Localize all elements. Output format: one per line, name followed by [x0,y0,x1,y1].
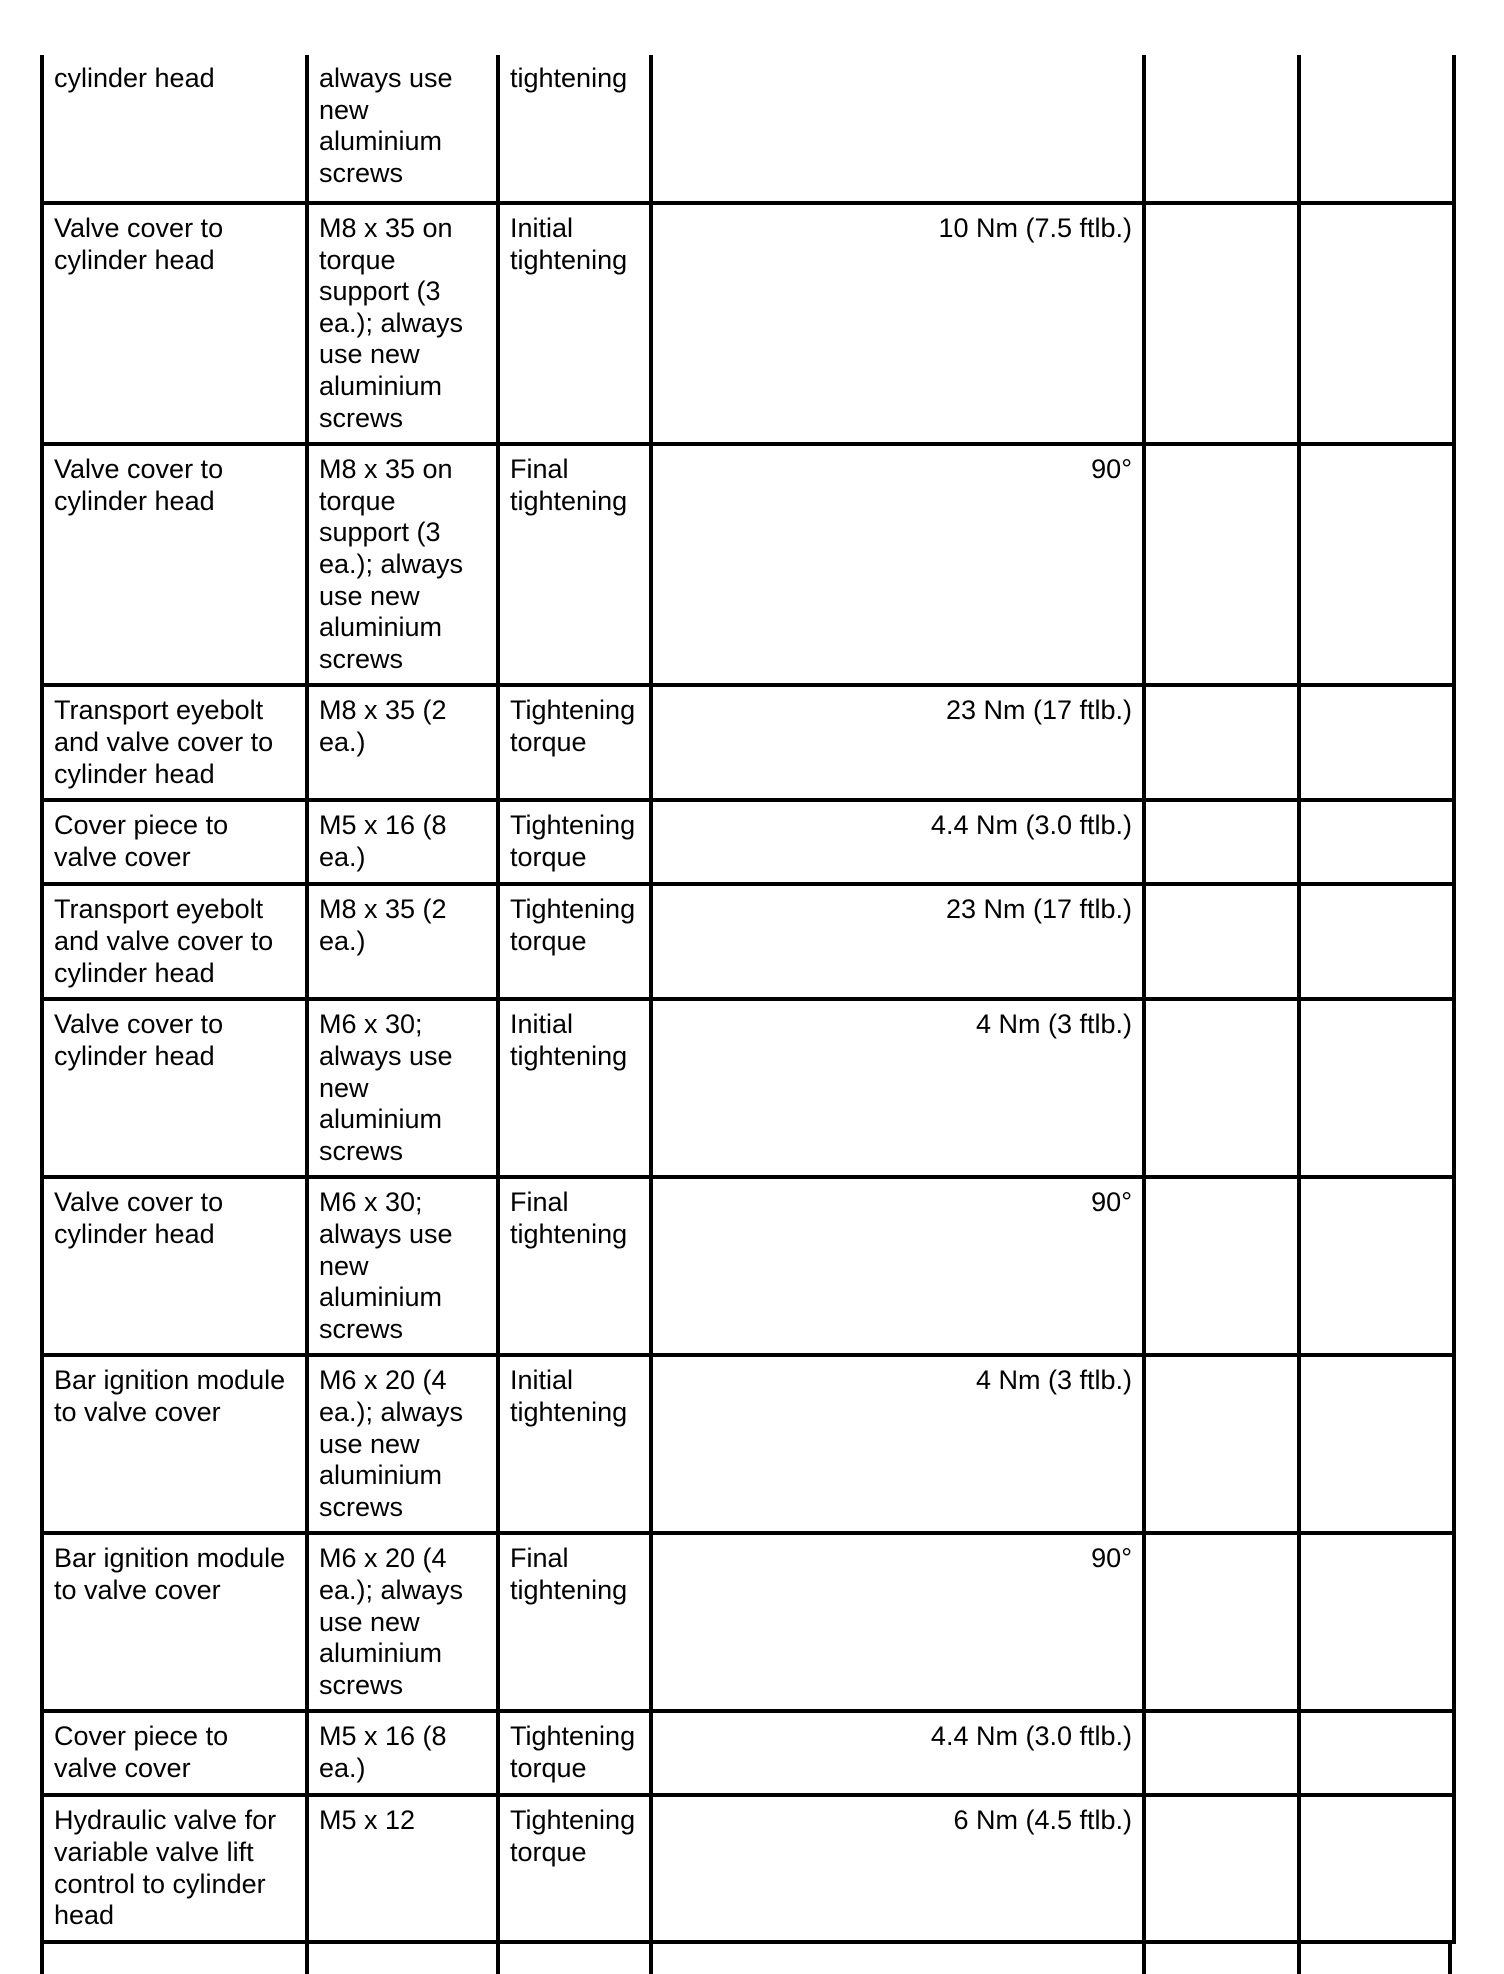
tightening-step-cell: Initial tightening [498,1355,651,1533]
tightening-step-cell: Tightening torque [498,1795,651,1941]
empty-cell [1299,1177,1454,1355]
tightening-step-cell: Tightening torque [498,800,651,884]
empty-cell [1299,685,1454,800]
empty-cell [1144,55,1299,203]
fastener-cell: M6 x 30; always use new aluminium screws [307,999,498,1177]
table-row [42,1177,1454,1355]
empty-cell [1299,444,1454,685]
empty-cell [1144,444,1299,685]
fastener-cell: M5 x 16 (8 ea.) [307,800,498,884]
torque-value-cell: 90° [651,1177,1144,1355]
component-cell: Hydraulic valve for variable valve lift control to cylinder head [42,1795,307,1941]
table-row [42,685,1454,800]
torque-value-cell: 6 Nm (4.5 ftlb.) [651,1795,1144,1941]
fastener-cell: M6 x 30; always use new aluminium screws [307,1177,498,1355]
table-row [42,203,1454,444]
component-cell: Transport eyebolt and valve cover to cylinder head [42,884,307,999]
torque-value-cell: 4.4 Nm (3.0 ftlb.) [651,1711,1144,1795]
torque-value-cell: 4 Nm (3 ftlb.) [651,1355,1144,1533]
fastener-cell: always use new aluminium screws [307,55,498,203]
tightening-step-cell: Tightening torque [498,1711,651,1795]
table-row [42,1711,1454,1795]
tightening-step-cell: Initial tightening [498,203,651,444]
component-cell: Transport eyebolt and valve cover to cylinder head [42,685,307,800]
empty-cell [1299,800,1454,884]
empty-cell [1299,1355,1454,1533]
component-cell: Bar ignition module to valve cover [42,1533,307,1711]
fastener-cell: M6 x 20 (4 ea.); always use new aluminium screws [307,1533,498,1711]
fastener-cell: M8 x 35 on torque support (3 ea.); always use new aluminium screws [307,444,498,685]
component-cell: Valve cover to cylinder head [42,203,307,444]
component-cell: Bar ignition module to valve cover [42,1355,307,1533]
table-row [42,1795,1454,1941]
table-row [42,55,1454,203]
fastener-cell: M6 x 20 (4 ea.); always use new aluminium screws [307,1355,498,1533]
table-row [42,444,1454,685]
fastener-cell: M8 x 35 on torque support (3 ea.); always use new aluminium screws [307,203,498,444]
component-cell: Cover piece to valve cover [42,800,307,884]
empty-cell [1144,1177,1299,1355]
empty-cell [1299,55,1454,203]
table-row [42,1355,1454,1533]
tightening-step-cell: Final tightening [498,444,651,685]
fastener-cell: M5 x 16 (8 ea.) [307,1711,498,1795]
empty-cell [1144,203,1299,444]
table-continuation-stub [40,1944,1452,1974]
component-cell: Valve cover to cylinder head [42,1177,307,1355]
table-body [42,55,1454,1942]
torque-specification-table [40,55,1456,1944]
torque-value-cell: 90° [651,1533,1144,1711]
empty-cell [1299,1533,1454,1711]
component-cell: Cover piece to valve cover [42,1711,307,1795]
tightening-step-cell: tightening [498,55,651,203]
torque-value-cell: 4 Nm (3 ftlb.) [651,999,1144,1177]
torque-value-cell: 4.4 Nm (3.0 ftlb.) [651,800,1144,884]
tightening-step-cell: Initial tightening [498,999,651,1177]
fastener-cell: M5 x 12 [307,1795,498,1941]
empty-cell [1299,1711,1454,1795]
component-cell: Valve cover to cylinder head [42,999,307,1177]
component-cell: Valve cover to cylinder head [42,444,307,685]
torque-value-cell: 10 Nm (7.5 ftlb.) [651,203,1144,444]
empty-cell [1144,800,1299,884]
empty-cell [1299,203,1454,444]
tightening-step-cell: Tightening torque [498,884,651,999]
empty-cell [1144,685,1299,800]
table-row [42,800,1454,884]
empty-cell [1144,884,1299,999]
torque-value-cell: 23 Nm (17 ftlb.) [651,685,1144,800]
torque-value-cell: 90° [651,444,1144,685]
empty-cell [1144,999,1299,1177]
table-row [42,884,1454,999]
tightening-step-cell: Tightening torque [498,685,651,800]
torque-value-cell: 23 Nm (17 ftlb.) [651,884,1144,999]
fastener-cell: M8 x 35 (2 ea.) [307,884,498,999]
table-row [42,999,1454,1177]
empty-cell [1144,1711,1299,1795]
empty-cell [1144,1355,1299,1533]
tightening-step-cell: Final tightening [498,1533,651,1711]
tightening-step-cell: Final tightening [498,1177,651,1355]
torque-value-cell [651,55,1144,203]
empty-cell [1144,1533,1299,1711]
empty-cell [1299,999,1454,1177]
component-cell: cylinder head [42,55,307,203]
empty-cell [1299,1795,1454,1941]
fastener-cell: M8 x 35 (2 ea.) [307,685,498,800]
empty-cell [1144,1795,1299,1941]
empty-cell [1299,884,1454,999]
table-row [42,1533,1454,1711]
